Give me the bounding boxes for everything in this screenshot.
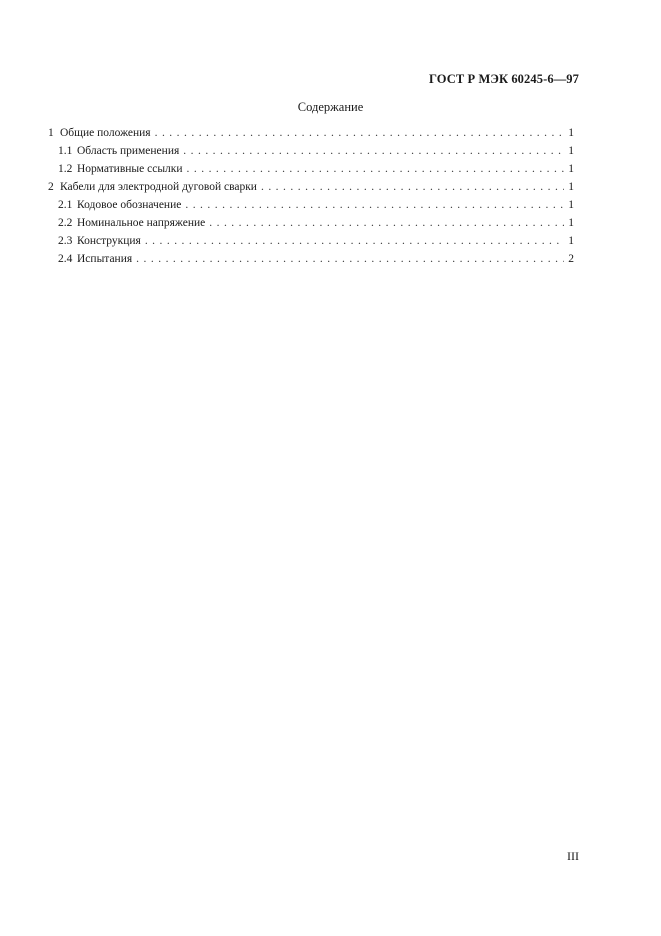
toc-leader-dots [185,196,564,214]
toc-leader-dots [155,124,564,142]
toc-leader-dots [209,214,564,232]
toc-entry-number: 2.4 [58,253,73,265]
toc-leader-dots [136,250,564,268]
toc-entry[interactable] [48,250,574,268]
toc-entry[interactable] [48,160,574,178]
toc-entry[interactable] [48,214,574,232]
toc-entry[interactable] [48,178,574,196]
page-number: III [567,849,579,863]
toc-entry-page: 1 [568,181,574,193]
toc-entry-page: 1 [568,217,574,229]
toc-entry-number: 1 [48,127,54,139]
toc-leader-dots [183,142,564,160]
toc-entry-text: Конструкция [77,235,141,247]
toc-leader-dots [145,232,564,250]
toc-entry[interactable] [48,196,574,214]
toc-entry-number: 2.2 [58,217,73,229]
toc-title: Содержание [297,100,364,114]
toc-entry-page: 2 [568,253,574,265]
toc-entry[interactable] [48,142,574,160]
toc-entry-text: Испытания [77,253,133,265]
toc-entry-text: Нормативные ссылки [77,163,183,175]
toc-entry-page: 1 [568,235,574,247]
toc-entry-text: Номинальное напряжение [77,217,206,229]
toc-entry-text: Кабели для электродной дуговой сварки [60,181,257,193]
toc-entry[interactable] [48,232,574,250]
toc-leader-dots [187,160,564,178]
table-of-contents [48,124,574,268]
toc-entry-page: 1 [568,199,574,211]
toc-entry-number: 1.1 [58,145,73,157]
toc-entry-page: 1 [568,127,574,139]
toc-entry-page: 1 [568,163,574,175]
toc-entry-number: 1.2 [58,163,73,175]
toc-entry-number: 2.3 [58,235,73,247]
toc-leader-dots [261,178,564,196]
toc-entry-number: 2 [48,181,54,193]
document-code: ГОСТ Р МЭК 60245-6—97 [429,72,579,86]
toc-entry-number: 2.1 [58,199,73,211]
toc-entry[interactable] [48,124,574,142]
toc-entry-page: 1 [568,145,574,157]
toc-entry-text: Кодовое обозначение [77,199,182,211]
toc-entry-text: Область применения [77,145,180,157]
toc-entry-text: Общие положения [60,127,151,139]
